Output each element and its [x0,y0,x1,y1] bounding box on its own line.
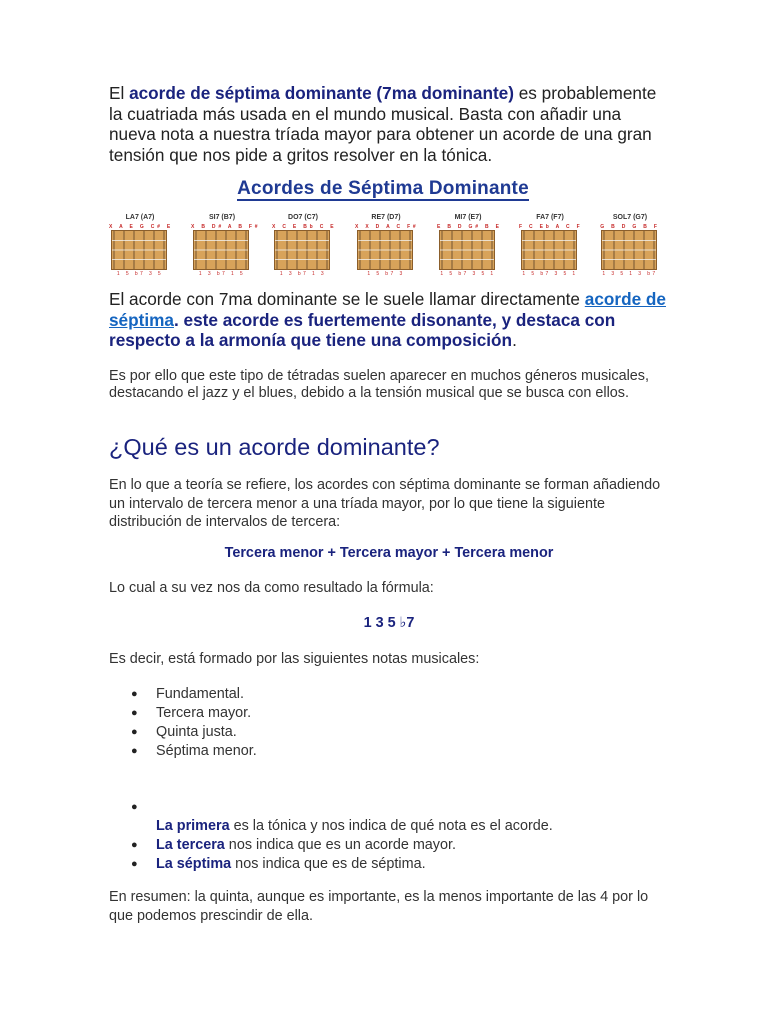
list-item-text: Séptima menor. [156,743,257,759]
fretboard-grid [275,231,329,269]
fretboard-grid [112,231,166,269]
paragraph-result: Lo cual a su vez nos da como resultado la fórmula: [109,580,434,596]
chord-degrees: 1 3 b7 1 5 [198,271,246,277]
list-item-text: nos indica que es de séptima. [231,856,426,872]
list-item [131,836,651,855]
paragraph-dominant-name [109,289,669,351]
list-item [131,798,651,817]
fretboard [111,230,167,270]
banner-title-text: Acordes de Séptima Dominante [237,178,529,199]
paragraph-notes: Es decir, está formado por las siguientes notas musicales: [109,651,480,667]
chord-name: DO7 (C7) [288,214,318,221]
chord-degrees: 1 3 5 1 3 b7 [602,271,658,277]
list-item [131,685,651,704]
notes-list [131,685,651,761]
section-heading: ¿Qué es un acorde dominante? [109,434,440,460]
bullet-icon: ● [131,839,138,851]
para2-end: . [512,330,517,351]
chord-diagram [272,214,337,278]
intro-highlight: acorde de séptima dominante (7ma dominante) [129,83,514,103]
bullet-icon: ● [131,707,138,719]
chord-degrees: 1 5 b7 3 [367,271,405,277]
chord-diagram [355,214,417,278]
chord-diagram [599,214,661,278]
chord-name: RE7 (D7) [371,214,401,221]
list-item [131,704,651,723]
chord-degrees: 1 5 b7 3 5 1 [440,271,496,277]
chord-string-notes: E B D G# B E [437,224,502,230]
list-item-text: Tercera mayor. [156,705,252,721]
fretboard-grid [358,231,412,269]
list-item-text: es la tónica y nos indica de qué nota es el acorde. [229,818,553,834]
para2-lead: El acorde con 7ma dominante se le suele llamar directamente [109,289,585,309]
bullet-icon: ● [131,688,138,700]
chords-banner-image [109,176,660,280]
chord-diagram [109,214,174,278]
intervals-formula: Tercera menor + Tercera mayor + Tercera menor [224,545,554,561]
chord-name: SI7 (B7) [208,214,236,221]
list-item [131,817,651,836]
chord-name: LA7 (A7) [125,214,155,221]
list-item-text: Fundamental. [156,686,244,702]
chord-diagram [437,214,502,278]
chord-degrees: 1 3 b7 1 3 [279,271,327,277]
fretboard-grid [602,231,656,269]
bullet-icon: ● [131,726,138,738]
acorde-de-septima-link[interactable]: acorde de séptima [109,289,666,330]
chord-degrees: 1 5 b7 3 5 1 [522,271,578,277]
list-item-text: Quinta justa. [156,724,237,740]
fretboard [601,230,657,270]
chord-string-notes: X C E Bb C E [272,224,337,230]
fretboard [521,230,577,270]
chord-string-notes: X A E G C# E [109,224,174,230]
list-item [131,723,651,742]
chord-string-notes: G B D G B F [600,224,660,230]
fretboard [357,230,413,270]
bullet-icon: ● [131,858,138,870]
chord-name: FA7 (F7) [536,214,564,221]
list-item-bold: La séptima [156,856,232,872]
chord-degrees: 1 5 b7 3 5 [116,271,164,277]
list-item [131,742,651,761]
chord-name: MI7 (E7) [454,214,482,221]
paragraph-summary: En resumen: la quinta, aunque es importante, es la menos importante de las 4 por lo que podemos prescindir de ella. [109,889,649,924]
chord-diagram [191,214,261,278]
bullet-icon: ● [131,801,138,813]
fretboard [274,230,330,270]
fretboard [439,230,495,270]
fretboard-grid [440,231,494,269]
paragraph-theory: En lo que a teoría se refiere, los acordes con séptima dominante se forman añadiendo un intervalo de tercera menor a una tríada mayor, por lo que tiene la siguiente distribución de intervalos de tercera: [109,477,661,530]
list-item-bold: La primera [156,818,230,834]
paragraph-genres: Es por ello que este tipo de tétradas suelen aparecer en muchos géneros musicales, destacando el jazz y el blues, debido a la tensión musical que se busca con ellos. [109,368,649,402]
chord-formula: 1 3 5 ♭7 [363,615,415,631]
bullet-icon: ● [131,745,138,757]
chord-string-notes: X B D# A B F# [191,224,261,230]
intro-rest: es probablemente la cuatriada más usada en el mundo musical. Basta con añadir una nueva nota a nuestra tríada mayor para obtener un acorde de una gran tensión que nos pide a gritos resolver en la tónica. [109,83,657,165]
list-item [131,855,651,874]
banner-title [109,178,657,200]
fretboard-grid [522,231,576,269]
fretboard-grid [194,231,248,269]
chord-diagrams [109,214,660,278]
fretboard [193,230,249,270]
chord-string-notes: F C Eb A C F [519,224,583,230]
para2-bold: . este acorde es fuertemente disonante, y destaca con respecto a la armonía que tiene una composición [109,309,616,351]
chord-string-notes: X X D A C F# [355,224,419,230]
list-item-text: nos indica que es un acorde mayor. [224,837,457,853]
intro-lead: El [109,83,130,103]
list-item-bold: La tercera [156,837,225,853]
chord-diagram [519,214,581,278]
chord-name: SOL7 (G7) [612,214,648,221]
roles-list [131,798,651,874]
intro-paragraph [109,83,669,165]
